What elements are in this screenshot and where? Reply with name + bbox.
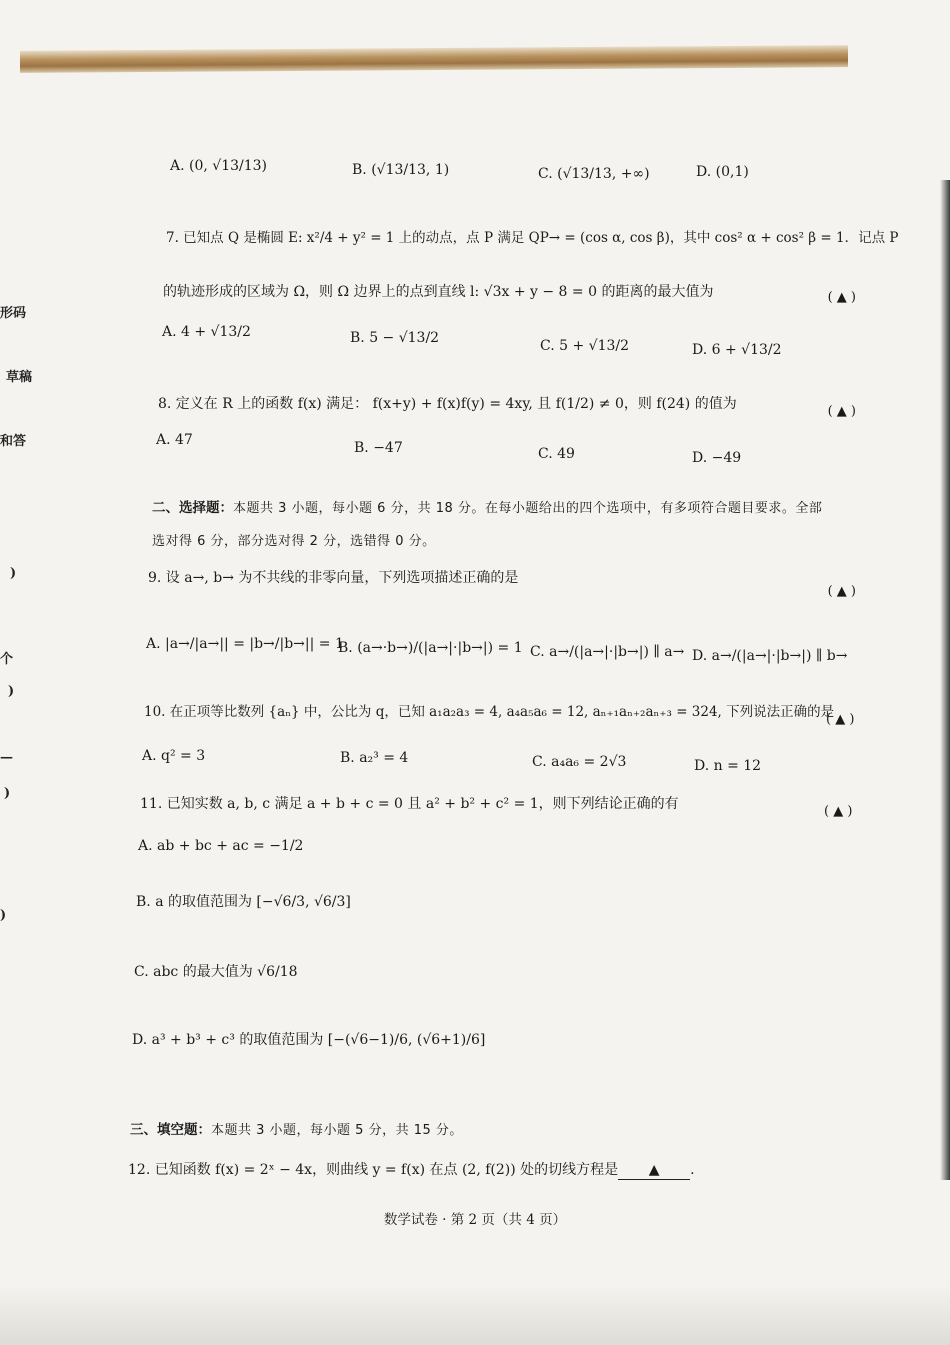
q7-stem-line2: 的轨迹形成的区域为 Ω，则 Ω 边界上的点到直线 l: √3x + y − 8 = 0 的距离的最大值为 — [163, 284, 714, 300]
q8-stem: 8. 定义在 R 上的函数 f(x) 满足： f(x+y) + f(x)f(y) = 4xy, 且 f(1/2) ≠ 0，则 f(24) 的值为 — [158, 396, 737, 412]
q9-option-b: B. (a→·b→)/(|a→|·|b→|) = 1 — [338, 640, 523, 656]
q11-answer-mark: ( ▲ ) — [824, 804, 853, 819]
q7-option-c: C. 5 + √13/2 — [540, 338, 630, 354]
margin-note: 和答 — [0, 434, 27, 449]
q9-stem: 9. 设 a→, b→ 为不共线的非零向量，下列选项描述正确的是 — [148, 570, 519, 586]
page-footer: 数学试卷 · 第 2 页（共 4 页） — [383, 1212, 567, 1228]
q10-option-c: C. a₄a₆ = 2√3 — [532, 754, 627, 770]
q8-answer-mark: ( ▲ ) — [827, 404, 856, 419]
margin-note: 草稿 — [6, 370, 33, 385]
q11-option-d: D. a³ + b³ + c³ 的取值范围为 [−(√6−1)/6, (√6+1)/6] — [132, 1032, 486, 1048]
q10-stem: 10. 在正项等比数列 {aₙ} 中，公比为 q，已知 a₁a₂a₃ = 4, a₄a₅a₆ = 12, aₙ₊₁aₙ₊₂aₙ₊₃ = 324, 下列说法正确的是 — [144, 704, 835, 720]
scan-top-edge — [20, 45, 848, 73]
margin-note: ) — [0, 908, 7, 923]
margin-note: ) — [8, 684, 15, 699]
section-3-desc: 本题共 3 小题，每小题 5 分，共 15 分。 — [211, 1123, 463, 1138]
q10-answer-mark: ( ▲ ) — [826, 712, 855, 727]
q10-option-d: D. n = 12 — [694, 758, 762, 774]
q6-option-b: B. (√13/13, 1) — [352, 162, 450, 178]
q8-option-b: B. −47 — [354, 440, 403, 456]
margin-note: ) — [10, 566, 17, 581]
q12-stem-text: 12. 已知函数 f(x) = 2ˣ − 4x，则曲线 y = f(x) 在点 (2, f(2)) 处的切线方程是 — [128, 1162, 619, 1178]
q7-option-b: B. 5 − √13/2 — [350, 330, 440, 346]
margin-note: ) — [4, 786, 11, 801]
margin-note: — — [0, 750, 13, 765]
q11-option-a: A. ab + bc + ac = −1/2 — [138, 838, 304, 854]
section-2-title: 二、选择题： — [152, 500, 233, 516]
section-2-desc-line1: 本题共 3 小题，每小题 6 分，共 18 分。在每小题给出的四个选项中，有多项符合题目要求。全部 — [233, 501, 823, 516]
q8-option-a: A. 47 — [156, 432, 193, 448]
q9-option-d: D. a→/(|a→|·|b→|) ∥ b→ — [692, 648, 848, 664]
q12-stem: 12. 已知函数 f(x) = 2ˣ − 4x，则曲线 y = f(x) 在点 (2, f(2)) 处的切线方程是 ▲ . — [128, 1162, 695, 1178]
scan-bottom-shadow — [0, 1285, 950, 1345]
q10-option-b: B. a₂³ = 4 — [340, 750, 409, 766]
margin-note: 形码 — [0, 306, 27, 321]
q11-stem: 11. 已知实数 a, b, c 满足 a + b + c = 0 且 a² + b² + c² = 1，则下列结论正确的有 — [140, 796, 679, 812]
q6-option-d: D. (0,1) — [696, 164, 749, 180]
section-2-header — [152, 500, 822, 517]
scan-right-edge — [940, 180, 950, 1180]
section-3-title: 三、填空题： — [130, 1122, 211, 1138]
section-3-header — [130, 1122, 463, 1139]
q8-option-d: D. −49 — [692, 450, 742, 466]
q9-option-c: C. a→/(|a→|·|b→|) ∥ a→ — [530, 644, 685, 660]
q6-option-c: C. (√13/13, +∞) — [538, 166, 650, 182]
q11-option-c: C. abc 的最大值为 √6/18 — [134, 964, 298, 980]
q9-option-a: A. |a→/|a→|| = |b→/|b→|| = 1 — [146, 636, 344, 652]
q7-answer-mark: ( ▲ ) — [827, 290, 856, 305]
section-2-desc-line2: 选对得 6 分，部分选对得 2 分，选错得 0 分。 — [152, 534, 436, 549]
q12-answer-blank: ▲ — [618, 1162, 690, 1180]
q6-option-a: A. (0, √13/13) — [170, 158, 268, 174]
q7-option-a: A. 4 + √13/2 — [162, 324, 251, 340]
q7-stem-line1: 7. 已知点 Q 是椭圆 E: x²/4 + y² = 1 上的动点，点 P 满足 QP→ = (cos α, cos β)，其中 cos² α + cos² β = 1．记点 P — [166, 230, 899, 246]
q7-option-d: D. 6 + √13/2 — [692, 342, 782, 358]
q11-option-b: B. a 的取值范围为 [−√6/3, √6/3] — [136, 894, 351, 910]
q9-answer-mark: ( ▲ ) — [827, 584, 856, 599]
q8-option-c: C. 49 — [538, 446, 575, 462]
q10-option-a: A. q² = 3 — [142, 748, 206, 764]
margin-note: 个 — [0, 652, 14, 667]
